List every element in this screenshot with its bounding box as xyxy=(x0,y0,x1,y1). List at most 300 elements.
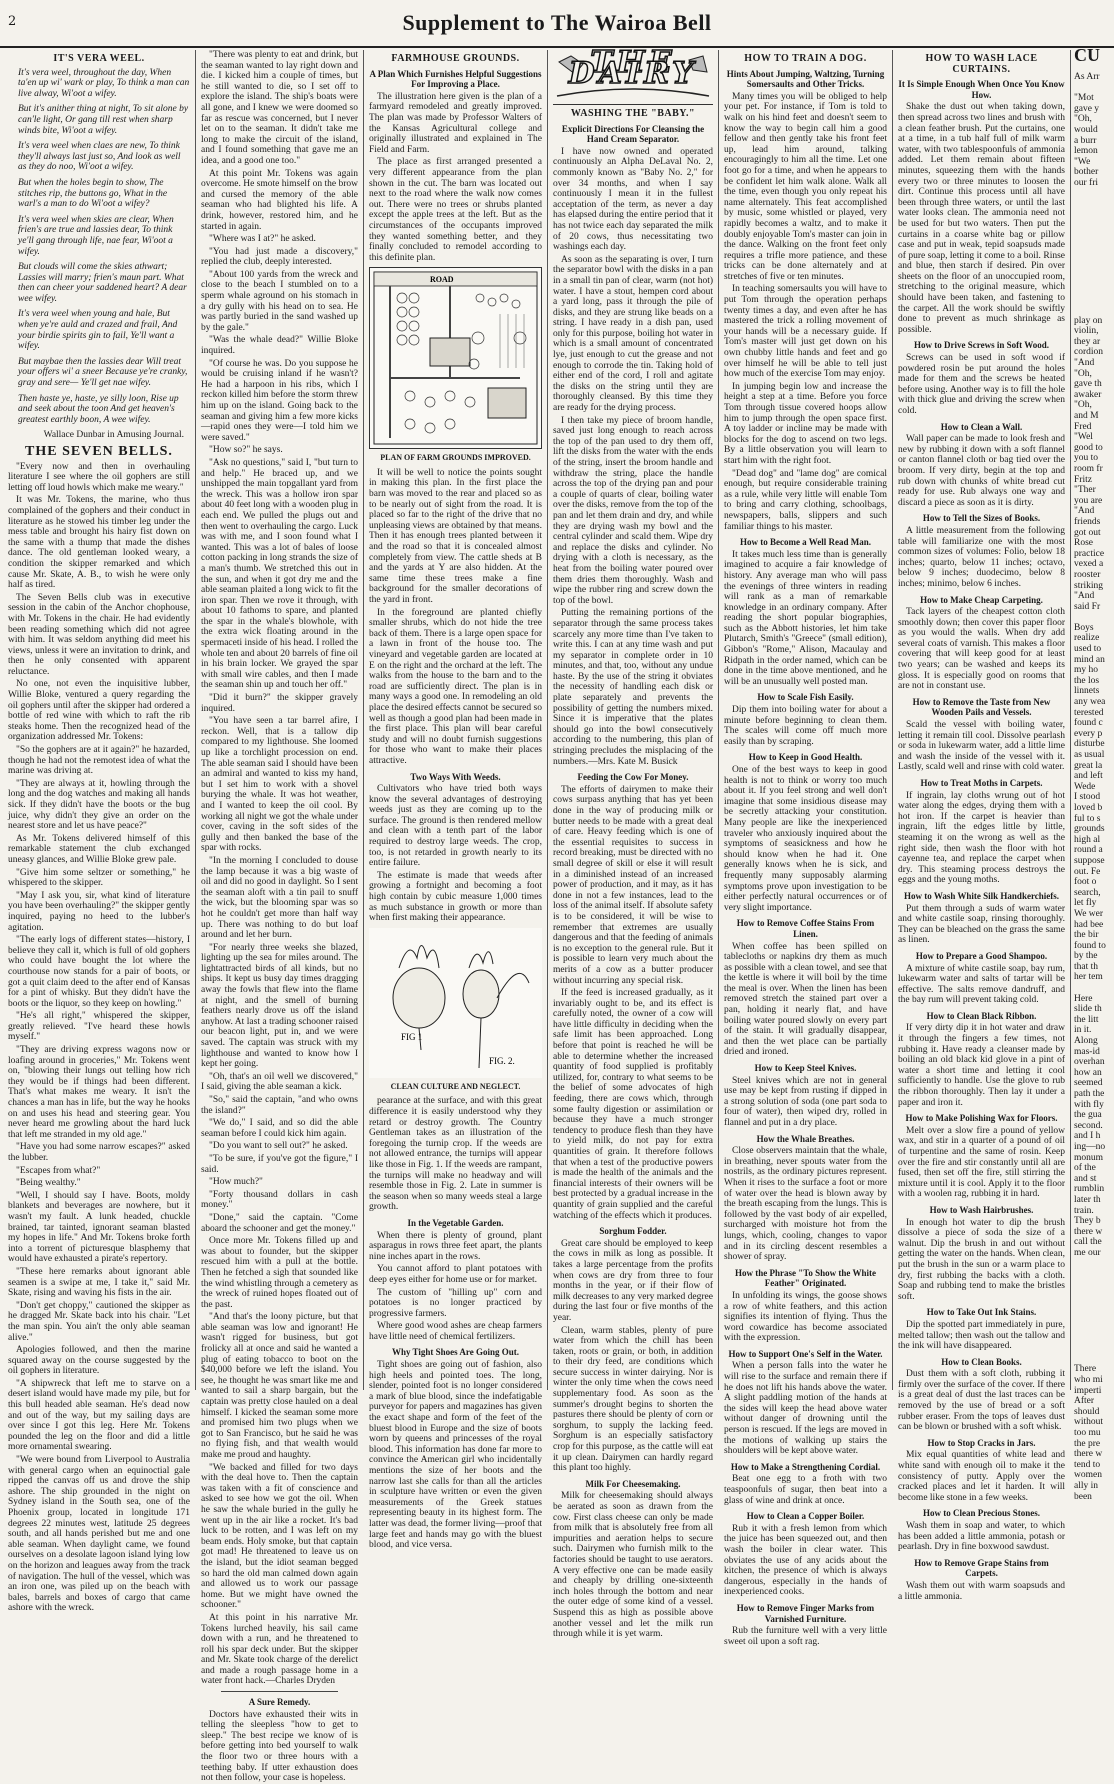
edge-line: my ho xyxy=(1074,665,1099,676)
farm-plan-diagram xyxy=(370,268,541,448)
edge-line: every p xyxy=(1074,728,1103,739)
edge-line xyxy=(1074,83,1114,94)
edge-line: good to xyxy=(1074,442,1103,453)
tip-title: How to Make Polishing Wax for Floors. xyxy=(905,1113,1058,1124)
story-paragraph: The Seven Bells club was in executive session in the cabin of the Anchor chophouse, with Mr. Tokens in the chair. He had evidently been reading something which did not agree with him. It was seldom anything did meet his views, unless it were an invitation to drink, and then he only consented with apparent reluctance. xyxy=(8,592,190,677)
edge-line: path the xyxy=(1074,1089,1105,1099)
story-paragraph: "We do," I said, and so did the able seaman before I could kick him again. xyxy=(201,1118,358,1139)
remedy-title: A Sure Remedy. xyxy=(248,1697,311,1708)
edge-line: and left xyxy=(1074,771,1103,782)
dairy-logo-word: THE DAIRY xyxy=(568,45,698,91)
tip-text: Wall paper can be made to look fresh and new by rubbing it down with a soft flannel or canton flannel cloth or bag tied over the broom. If very dirty, begin at the top and rub down with chunks of white bread cut ready for use. Rub always one way and discard a piece as soon as it is dirty. xyxy=(898,434,1065,508)
dairy-section-title: WASHING THE "BABY." xyxy=(570,108,696,119)
column-5 xyxy=(724,50,887,1647)
edge-line: Wede xyxy=(1074,781,1096,792)
edge-line: I stood xyxy=(1074,792,1101,803)
edge-line: call the xyxy=(1074,1237,1102,1248)
tip-text: Rub the furniture well with a very little sweet oil upon a soft rag. xyxy=(724,1626,887,1647)
edge-fragment xyxy=(1074,45,1114,1502)
lace-title: HOW TO WASH LACE CURTAINS. xyxy=(925,53,1038,75)
weeds-title: Two Ways With Weeds. xyxy=(410,771,501,782)
edge-line: striking xyxy=(1074,580,1104,591)
tip-text: A little measurement from the following table will familiarize one with the most common sizes of volumes: Folio, below 18 inches; quarto, below 11 inches; octavo, below 9 inches; duodecimo, below 8 inches; minimo, below 6 inches. xyxy=(898,525,1065,589)
weeds-text: Cultivators who have tried both ways know the several advantages of destroying weeds just as they are coming up to the surface. The ground is then rendered mellow and clean with a tenth part of the labor required to destroy large weeds. The crop, too, is not retarded in growth nearly to its entire failure. xyxy=(369,784,542,869)
edge-line: foot o xyxy=(1074,877,1097,888)
edge-line: They b xyxy=(1074,1216,1101,1227)
garden-paragraph: When there is plenty of ground, plant asparagus in rows three feet apart, the plants nine inches apart in the rows. xyxy=(369,1230,542,1262)
household-tips xyxy=(724,537,887,1647)
farm-text-low xyxy=(369,1096,542,1213)
dog-paragraph: In teaching somersaults you will have to put Tom through the operation perhaps twenty times a day, and even after he has mastered the trick a rolling movement of your hands will be a necessary guide. If Tom's master will just get down on his own chubby little hands and feet and go over himself he will be able to tell just how much of the exercise Tom may enjoy. xyxy=(724,284,887,380)
garden-title: In the Vegetable Garden. xyxy=(407,1217,504,1228)
story-paragraph: "To be sure, if you've got the figure," I said. xyxy=(201,1153,358,1175)
tip-title: How to Remove Grape Stains from Carpets. xyxy=(914,1557,1049,1579)
edge-line xyxy=(1074,1269,1114,1280)
edge-line: you to xyxy=(1074,453,1099,464)
story-paragraph: "Do you want to sell out?" he asked. xyxy=(209,1141,348,1152)
column-rule xyxy=(1070,50,1071,1390)
edge-line: "Wel xyxy=(1074,432,1093,443)
tip-text: One of the best ways to keep in good health is not to think or worry too much about it. If you feel strong and well don't imagine that some insidious disease may be secretly attacking your constitution. Many people are like the inexperienced traveler who anxiously inquired about the symptoms of seasickness and how he should know when he had it. One generally knows when he is sick, and frequently many supposably alarming symptoms prove upon investigation to be either perfectly natural occurrences or of very slight importance. xyxy=(724,765,887,913)
tip-title: How to Treat Moths in Carpets. xyxy=(920,778,1043,788)
household-tips-2 xyxy=(898,340,1065,1602)
edge-line: linnets xyxy=(1074,686,1100,697)
shoes-title: Why Tight Shoes Are Going Out. xyxy=(391,1347,520,1358)
story-paragraph: No one, not even the inquisitive lubber, Willie Bloke, ventured a query regarding the oil gophers until after the skipper had ordered a bottle of red wine with which to raft the rib steaks home. Then the recognized head of the organization addressed Mr. Tokens: xyxy=(8,679,190,743)
tip-text: If ingrain, lay cloths wrung out of hot water along the edges, drying them with a hot iron. If the carpet is heavier than ingrain, lift the edges little by little, steaming it on the wrong as well as the right side, then wash the floor with hot cayenne tea, and replace the carpet when dry. This steaming process destroys the eggs and the young moths. xyxy=(898,790,1065,886)
edge-line: "We xyxy=(1074,156,1091,167)
edge-line xyxy=(1074,1280,1114,1291)
edge-line: there w xyxy=(1074,1449,1103,1460)
dog-text xyxy=(724,92,887,532)
edge-line: the litt xyxy=(1074,1014,1099,1025)
dairy-paragraph: Putting the remaining portions of the separator through the same process takes scarcely any more time than I've taken to write this. I can at any time wash and put my separator in complete order in 10 minutes, and that, too, without any undue haste. By the use of the string it obviates the necessity of handling each disk or plate separately and prevents the possibility of getting the numbers mixed. Since it is imperative that the plates should go into the bowl consecutively according to the numbering, this plan of stringing precludes the misplacing of the numbers.—Mrs. Kate M. Busick xyxy=(553,608,713,767)
story-paragraph: "There was plenty to eat and drink, but the seaman wanted to lay right down and die. I kicked him a couple of times, but he still wanted to die, so I set off to explore the island. The ship's boats were all gone, and I knew we were doomed so far as rescue was concerned, but I never let on to the seaman. It didn't take me long to make the circuit of the island, and I found something that gave me an idea, and a good one too." xyxy=(201,50,358,166)
poem-stanza: It's vera weel when claes are new, To think they'll always last just so, And look as well as they do noo, Wi'oot a wifey. xyxy=(18,141,181,173)
story-paragraph: "Of course he was. Do you suppose he would be cruising inland if he wasn't? He had a harpoon in his ribs, which I reckon killed him before the storm threw him up on the island. Going back to the seaman and giving him a few more kicks—rapid ones they were—I told him we were saved." xyxy=(201,358,358,443)
tip-text: Dust them with a soft cloth, rubbing it firmly over the surface of the cover. If there is a great deal of dust the last traces can be removed by the use of bread or a soft rubber eraser. From the tops of leaves dust can be blown or brushed with a soft whisk. xyxy=(898,1369,1065,1433)
edge-line: found c xyxy=(1074,718,1103,729)
edge-line: search, xyxy=(1074,887,1101,898)
story-paragraph: "We backed and filled for two days with the deal hove to. Then the captain was taken with a fit of conscience and asked to see how we got the oil. When he saw the whale buried in the gully he went up in the air like a rocket. It's bad luck to be rotten, and I was left on my beam ends. Holy smoke, but that captain got mad! He threatened to leave us on the island, but the idiot seaman begged so hard the old man calmed down again and allowed us to work our passage home. But we might have owned the schooner." xyxy=(201,1462,358,1611)
turnip-illustration xyxy=(369,928,540,1078)
edge-line xyxy=(1074,252,1114,263)
edge-line: our fri xyxy=(1074,177,1099,188)
story-paragraph: "For nearly three weeks she blazed, lighting up the sea for miles around. The lightattracted birds of all kinds, but no ships. It kept us busy day times dragging away the fowls that flew into the flame at night, and the smell of burning feathers nearly drove us off the island anyhow. At last a trading schooner raised our beacon light, put in, and we were saved. The captain was struck with my lighthouse and wanted to know how I kept her going. xyxy=(201,942,358,1070)
edge-line xyxy=(1074,210,1114,221)
story-title: THE SEVEN BELLS. xyxy=(25,444,173,459)
poem-stanza: It's vera weel when skies are clear, When frien's are true and lassies dear, To think ye'll gang through life, nae fear, Wi'oot a wifey. xyxy=(18,214,174,257)
dairy-paragraph: As soon as the separating is over, I turn the separator bowl with the disks in a pan in a small tin pan of clear, warm (not hot) water. I have a stout, hempen cord about a yard long, pass it through the pile of disks, and they are strung like beads on a string. I have ready in a dish pan, used only for this purpose, boiling hot water in which is a small amount of concentrated lye, just enough to cut the grease and not enough to corrode the tin. Taking hold of either end of the cord, I roll and agitate the disks on the string until they are thoroughly cleansed. By this time they are ready for the drying process. xyxy=(553,254,713,414)
dog-paragraph: "Dead dog" and "lame dog" are comical enough, but require considerable training as a rule, while very little will enable Tom to bring and carry clothing, schoolbags, newspapers, balls, slippers and such familiar things to his master. xyxy=(724,468,887,532)
tip-title: How to Wash Hairbrushes. xyxy=(929,1204,1034,1215)
tip-text: Close observers maintain that the whale, in breathing, never spouts water from the nostrils, as the ordinary pictures represent. When it rises to the surface a foot or more of water over the head is blown away by the breath escaping from the lungs. This is followed by the vast body of air expelled, surcharged with moisture hot from the lungs, which, cooling, changes to vapor and in its circling descent resembles a shower of spray. xyxy=(724,1146,887,1263)
edge-line: lemon xyxy=(1074,146,1098,157)
remedy-text: Doctors have exhausted their wits in telling the sleepless "how to get to sleep." The best recipe we know of is before getting into bed yourself to walk the floor two or three hours with a teething baby. If utter exhaustion does not then follow, your case is hopeless. xyxy=(201,1709,358,1784)
edge-line: in it. xyxy=(1074,1025,1092,1036)
edge-line: let fly xyxy=(1074,898,1097,909)
cheese-title: Milk For Cheesemaking. xyxy=(585,1478,681,1489)
tip-title: How to Stop Cracks in Jars. xyxy=(927,1437,1036,1448)
edge-line: too mu xyxy=(1074,1428,1101,1438)
dairy-article-title: Explicit Directions For Cleansing the Hand Cream Separator. xyxy=(561,123,705,145)
tip-title: How to Remove Coffee Stains From Linen. xyxy=(736,918,875,939)
column-3 xyxy=(369,50,542,1551)
tip-title: How to Drive Screws in Soft Wood. xyxy=(914,340,1049,351)
edge-line: monum xyxy=(1074,1152,1104,1163)
tip-title: How to Remove the Taste from New Wooden Pails and Vessels. xyxy=(912,696,1051,718)
edge-line xyxy=(1074,1333,1114,1344)
edge-line: a burr xyxy=(1074,135,1097,146)
edge-line: bother xyxy=(1074,167,1099,178)
story-paragraph: "And that's the loony picture, but that able seaman was low and ignorant! He wasn't rigged for business, but got frolicky all at once and said he wanted a plug of eating tobacco to boot on the $40,000 before we left the island. You see, he thought he was smart like me and wanted to sail a sharp bargain, but the captain was pretty close hauled on a deal himself. I kicked the seaman some more and promised him two plugs when we got to San Francisco, but he said he was no flying fish, and that wealth would make me proud and haughty. xyxy=(201,1312,358,1460)
story-paragraph: "They are driving express wagons now or loafing around in groceries," Mr. Tokens went on, "blowing their lungs out telling how rich they would be if things had been different. That's what makes me weary. It isn't the chances a man has in life, but the way he hooks on and uses his head and steering gear. You never heard me growling about the hard luck that left me stranded in my old age." xyxy=(8,1045,190,1140)
tip-text: When a person falls into the water he will rise to the surface and remain there if he does not lift his hands above the water. A slight paddling motion of the hands at the sides will keep the head above water without danger of drowning until the person is rescued. If the legs are moved in the motions of walking up stairs the shoulders will be kept above water. xyxy=(724,1361,887,1457)
edge-line: "Oh, xyxy=(1074,368,1092,379)
farm-paragraph: pearance at the surface, and with this great difference it is easily understood why they retard or destroy growth. The Country Gentleman takes as an illustration of the foregoing the turnip crop. If the weeds are not allowed entrance, the turnips will appear like those in Fig. 1. If the weeds are rampant, the turnips will make no headway and will resemble those in Fig. 2. Late in summer is the season when so many weeds steal a large growth. xyxy=(369,1096,542,1213)
edge-line: and M xyxy=(1074,411,1099,421)
story-paragraph: "Well, I should say I have. Boots, moldy blankets and beverages are nowhere, but it wasn't my fault. A lunk headed, chuckle brained, tar tainted, ignorant seaman blasted my hopes in life." And Mr. Tokens broke forth into a torrent of picturesque blasphemy that would have exhausted a pirate's repertory. xyxy=(8,1190,190,1265)
edge-line: gave y xyxy=(1074,103,1100,114)
edge-line: CU xyxy=(1074,45,1100,65)
tip-text: Put them through a suds of warm water and white castile soap, rinsing thoroughly. They can be bleached on the grass the same as linen. xyxy=(898,903,1065,946)
poem xyxy=(8,68,190,441)
column-rule xyxy=(195,50,196,1390)
tip-title: How to Keep Steel Knives. xyxy=(754,1063,857,1074)
edge-line: mas-id xyxy=(1074,1046,1100,1057)
tip-text: Tack layers of the cheapest cotton cloth smoothly down; then cover this paper floor as you would the walls. When dry add several coats of varnish. This makes a floor covering that will keep good for at least two years; can be washed and keeps its gloss. It is especially good on rooms that are not in constant use. xyxy=(898,607,1065,692)
tip-title: How to Make a Strengthening Cordial. xyxy=(730,1461,881,1472)
edge-line: terested xyxy=(1074,707,1104,718)
story-paragraph: "Have you had some narrow escapes?" asked the lubber. xyxy=(8,1142,190,1163)
edge-line: rumblin xyxy=(1074,1184,1105,1195)
edge-line: ful to s xyxy=(1074,813,1101,824)
edge-line: There xyxy=(1074,1364,1097,1375)
tip-text: Wash them in soap and water, to which has been added a little ammonia, potash or pearlash. Dry in fine boxwood sawdust. xyxy=(898,1521,1065,1553)
column-rule xyxy=(718,50,719,1390)
farm-text-top xyxy=(369,92,542,264)
edge-line: cordion xyxy=(1074,347,1104,358)
edge-line: As Arr xyxy=(1074,72,1100,82)
story-paragraph: Apologies followed, and then the marine squared away on the course suggested by the oil gophers in literature. xyxy=(8,1345,190,1377)
farm-paragraph: It will be well to notice the points sought in making this plan. In the first place the barn was moved to the rear and placed so as to be nearly out of sight from the road. It is placed so far to the right of the drive that no unpleasing views are obtained by that means. Then it has enough trees planted between it and the road so that it is concealed almost completely from view. The cattle sheds at B and the yards at Y are also hidden. At the same time these trees make a fine background for the smaller decorations of the yard in front. xyxy=(369,467,542,605)
story-paragraph: "How much?" xyxy=(209,1177,263,1188)
edge-line: Fred xyxy=(1074,421,1092,432)
edge-line: how an xyxy=(1074,1067,1102,1078)
tip-text: Melt over a slow fire a pound of yellow wax, and stir in a quarter of a pound of oil of turpentine and the same of rosin. Keep over the fire and stir constantly until all are fused, then set off the fire, still stirring the mixture until it is cool. Apply it to the floor with a woolen rag, rubbing it in hard. xyxy=(898,1125,1065,1200)
separator xyxy=(221,1691,338,1692)
edge-line: play on xyxy=(1074,315,1103,326)
cheese-text: Milk for cheesemaking should always be aerated as soon as drawn from the cow. First class cheese can only be made from milk that is absolutely free from all impurities and aeration helps to secure such. Dairymen who furnish milk to the factories should be taught to use aerators. A very effective one can be made easily and cheaply by drilling one-sixteenth inch holes through the bottom and near the outer edge of some kind of a vessel. Suspend this as high as possible above another vessel and let the milk run through while it is yet warm. xyxy=(553,1491,713,1640)
dairy-paragraph: I then take my piece of broom handle, saved just long enough to reach across the top of the pan used to dry them off, lift the disks from the water with the ends of the string, insert the broom handle and withdraw the string, place the handle across the top of the drying pan and pour a couple of quarts of clear, boiling water over the disks, remove from the top of the pan and let them drain and dry, and while they are drying wash my bowl and the central cylinder and scald them. Wipe dry and replace the disks and cylinder. No drying with a cloth is necessary, as the heat from the boiling water poured over them dries them thoroughly. Wash and wipe the rubber ring and screw down the top of the bowl. xyxy=(553,415,713,606)
sorghum-title: Sorghum Fodder. xyxy=(599,1226,667,1237)
edge-line: train. xyxy=(1074,1205,1094,1216)
edge-line xyxy=(1074,189,1114,200)
column-4 xyxy=(553,45,713,1640)
tip-text: In unfolding its wings, the goose shows a row of white feathers, and this action signifies its intention of flying. Thus the word cowardice has become associated with the expression. xyxy=(724,1290,887,1344)
edge-line: slide th xyxy=(1074,1004,1102,1015)
tip-text: Screws can be used in soft wood if powdered rosin be put around the holes made for them and the screws be heated before using. Another way is to fill the hole with thick glue and driving the screw when cold. xyxy=(898,353,1065,416)
edge-line: imperti xyxy=(1074,1385,1102,1396)
edge-line: "And xyxy=(1074,591,1095,602)
edge-line: practice xyxy=(1074,548,1105,559)
edge-line: rooster xyxy=(1074,569,1101,580)
edge-line: Fritz xyxy=(1074,474,1092,485)
story-paragraph: As Mr. Tokens delivered himself of this remarkable statement the club exchanged uneasy glances, and Willie Bloke grew pale. xyxy=(8,833,190,865)
masthead xyxy=(0,0,1114,48)
edge-line: awaker xyxy=(1074,389,1102,400)
edge-line: round a xyxy=(1074,845,1103,856)
story-paragraph: "May I ask you, sir, what kind of literature you have been overhauling?" the skipper gently inquired, paying no heed to the lubber's agitation. xyxy=(8,890,190,933)
story-paragraph: Once more Mr. Tokens filled up and was about to founder, but the skipper rescued him with a pull at the bottle. Then he fetched a sigh that sounded like the wind whistling through a cemetery as the wreck of ruined hopes floated out of the past. xyxy=(201,1236,358,1310)
dog-paragraph: Many times you will be obliged to help your pet. For instance, if Tom is told to walk on his hind feet and doesn't seem to know the way to begin call him a good fellow and then gently take his front feet up, lead him around, talking encouragingly to him all the time. Let one foot go for a time, and when he appears to be confident let him walk alone. Walk all the time, even though you only repeat his name alternately. This feat accomplished by music, some whistled or played, very rapidly becomes a waltz, and to make it doubly enjoyable Tom's master can join in the dance. Walking on the front feet only requires a trifle more patience, and these tricks can be done alternately and at stretches of five or ten minutes. xyxy=(724,91,887,282)
tip-title: How to Clean a Wall. xyxy=(940,421,1023,432)
edge-line: found to xyxy=(1074,940,1106,951)
edge-line: you are xyxy=(1074,495,1103,506)
edge-line: there w xyxy=(1074,1226,1103,1237)
edge-line: gave th xyxy=(1074,379,1102,390)
story-paragraph: "The early logs of different states—history, I believe they call it, which is full of old gophers who could have bought the lot where the courthouse now stands for a pair of boots, or got a quit claim deed to the after end of Kansas for a pint of whisky. But they didn't have the boots or the liquor, so they keep on howling." xyxy=(8,935,190,1009)
dog-paragraph: In jumping begin low and increase the height a step at a time. Before you force Tom through tissue covered hoops allow him to jump through the open space first. A toy ladder or incline may be made with blocks for the dog to ascend on two legs. By a little observation you will learn to start him with the right foot. xyxy=(724,381,887,466)
story-paragraph: "A shipwreck that left me to starve on a desert island would have made my pile, but for this bull headed able seaman. He's dead now and out of the way, but my sailing days are over since I got this leg. Here Mr. Tokens pounded the leg on the floor and did a little more ornamental swearing. xyxy=(8,1378,190,1453)
edge-line: women xyxy=(1074,1470,1102,1481)
edge-line: Here xyxy=(1074,993,1093,1004)
story-paragraph: "Don't get choppy," cautioned the skipper as he dragged Mr. Skate back into his chair. "Let the man spin. You ain't the only able seaman alive." xyxy=(8,1300,190,1343)
edge-line xyxy=(1074,1343,1114,1354)
edge-line xyxy=(1074,263,1114,274)
tip-text: Mix equal quantities of white lead and white sand with enough oil to make it the consistency of putty. Apply over the cracked places and let it harden. It will become like stone in a few weeks. xyxy=(898,1450,1065,1503)
edge-line: seemed xyxy=(1074,1078,1103,1089)
tip-text: Wash them out with warm soapsuds and a little ammonia. xyxy=(898,1580,1065,1602)
edge-line: ally in xyxy=(1074,1480,1099,1491)
poem-stanza: But maybae then the lassies dear Will treat your offers wi' a sneer Because ye're cranky, gray and sere— Ye'll get nae wifey. xyxy=(18,356,188,389)
tip-text: Scald the vessel with boiling water, letting it remain till cool. Dissolve pearlash or soda in lukewarm water, add a little lime and wash the inside of the vessel with it. Lastly, scald well and rinse with cold water. xyxy=(898,720,1065,773)
tip-text: A mixture of white castile soap, bay rum, lukewarm water and salts of tartar will be effective. The salts remove dandruff, and the bay rum will prevent taking cold. xyxy=(898,963,1065,1006)
farm-text-mid xyxy=(369,468,542,767)
feeding-text xyxy=(553,785,713,1221)
edge-line: "And xyxy=(1074,506,1095,517)
tip-title: How to Wash White Silk Handkerchiefs. xyxy=(903,890,1060,901)
sorghum-text xyxy=(553,1239,713,1474)
edge-line: had bee xyxy=(1074,919,1104,930)
edge-line xyxy=(1074,1301,1114,1312)
edge-line: been xyxy=(1074,1491,1092,1502)
tip-text: In enough hot water to dip the brush dissolve a piece of soda the size of a walnut. Dip the brush in and out without getting the water on the hands. When clean, put the brush in the sun or a warm place to dry, first rubbing the backs with a cloth. Soap and rubbing tend to make the bristles soft. xyxy=(898,1217,1065,1302)
lace-intro: Shake the dust out when taking down, then spread across two lines and brush with a clean feather brush. Put the curtains, one at a time, in a tub half full of milk warm water, with two tablespoonfuls of ammonia added. Let them remain about fifteen minutes, squeezing them with the hands every two or three minutes to loosen the dirt. Continue this process until all have been through three waters, or until the last water looks clean. The ammonia need not be used for but two waters. Then put the curtains in a coarse white bag or pillow case and put in weak, tepid soapsuds made of pure soap, letting it come to a boil. Rinse and blue, then starch if desired. Pin over sheets on the floor of an unoccupied room, stretching to the original measure, which should have been taken, and fastening to the carpet. All the work should be swiftly done to prevent as much shrinkage as possible. xyxy=(898,102,1065,335)
edge-line: "Oh, xyxy=(1074,114,1092,125)
edge-line xyxy=(1074,199,1114,210)
dog-title: HOW TO TRAIN A DOG. xyxy=(744,53,867,64)
story-paragraph: "We were bound from Liverpool to Australia with general cargo when an equinoctial gale ripped the canvas off us and drove the ship ashore. The ship grounded in the night on Sydney island in the South sea, one of the Phoenix group, located in longitude 171 degrees 22 minutes west, latitude 25 degrees south, and all hands perished but me and one able seaman. When daylight came, we found ourselves on a desolate lagoon island lying low on the horizon and leagues away from the track of navigation. The hull of the vessel, which was an iron one, was piled up on the beach with bales, barrels and boxes of cargo that came ashore with the wreck. xyxy=(8,1455,190,1614)
poem-stanza: But it's anither thing at night, To sit alone by can'le light, Or gang till rest when sharp winds bite, Wi'oot a wifey. xyxy=(18,104,189,136)
dairy-text xyxy=(553,147,713,767)
edge-line: violin, xyxy=(1074,326,1099,337)
story-paragraph: "In the morning I concluded to douse the lamp because it was a big waste of oil and did no good in daylight. So I sent the seaman aloft with a tin pail to snuff the wick, but the blooming spar was so hot he couldn't get more than half way up. There was nothing to do but loaf around and let her burn. xyxy=(201,855,358,941)
tip-text: Dip the spotted part immediately in pure, melted tallow; then wash out the tallow and the ink will have disappeared. xyxy=(898,1319,1065,1352)
edge-line: that th xyxy=(1074,961,1099,972)
story-paragraph: "He's all right," whispered the skipper, greatly relieved. "I've heard these howls myself." xyxy=(8,1011,190,1043)
dairy-logo xyxy=(553,45,713,105)
tip-text: Beat one egg to a froth with two teaspoonfuls of sugar, then beat into a glass of wine and drink at once. xyxy=(724,1474,887,1506)
tip-title: How to Make Cheap Carpeting. xyxy=(920,594,1043,605)
tip-title: How the Phrase "To Show the White Feather" Originated. xyxy=(734,1267,876,1289)
tip-text: Steel knives which are not in general use may be kept from rusting if dipped in a strong solution of soda (one part soda to four of water), then wiped dry, rolled in flannel and put in a dry place. xyxy=(724,1075,887,1128)
edge-line: disturbe xyxy=(1074,739,1105,750)
edge-line xyxy=(1074,1290,1114,1301)
edge-line: with fly xyxy=(1074,1099,1104,1110)
story-paragraph: "Did it burn?" the skipper gravely inquired. xyxy=(201,693,358,714)
column-1 xyxy=(8,50,190,1614)
edge-line: me our xyxy=(1074,1247,1101,1258)
edge-line: room fr xyxy=(1074,463,1103,474)
story-paragraph: "Give him some seltzer or something," he whispered to the skipper. xyxy=(8,867,190,889)
story-paragraph: At this point in his narrative Mr. Tokens lurched heavily, his sail came down with a run, and he threatened to roll his spar deck under. But the skipper and Mr. Skate took charge of the derelict and made a rough passage home in a water front hack.—Charles Dryden xyxy=(201,1612,358,1687)
tip-title: How to Scale Fish Easily. xyxy=(757,692,854,703)
edge-line: Rose xyxy=(1074,538,1093,549)
edge-line xyxy=(1074,1259,1114,1270)
poem-stanza: But when the holes begin to show, The stitches rip, the buttons go, What in the warl's a man to do Wi'oot a wifey? xyxy=(18,177,168,210)
column-2 xyxy=(201,50,358,1784)
tip-text: Rub it with a fresh lemon from which the juice has been squeezed out, and then wash the boiler in clear water. This obviates the use of any acids about the kitchen, the presence of which is always dangerous, especially in the hands of inexperienced cooks. xyxy=(724,1523,887,1598)
farm-article-title: A Plan Which Furnishes Helpful Suggestions For Improving a Place. xyxy=(369,68,542,90)
edge-line: any wea xyxy=(1074,697,1106,708)
poem-stanza: It's vera weel when young and hale, But when ye're auld and crazed and frail, And your birdie spirits gin to fail, Ye'll want a wifey. xyxy=(18,309,178,352)
edge-line: her tem xyxy=(1074,972,1103,983)
turnip-caption: CLEAN CULTURE AND NEGLECT. xyxy=(390,1081,521,1091)
column-rule xyxy=(363,50,364,1390)
column-7-edge xyxy=(1074,45,1114,1502)
edge-line: "Oh, xyxy=(1074,400,1092,411)
story-paragraph: "Forty thousand dollars in cash money." xyxy=(201,1189,358,1211)
feeding-paragraph: The efforts of dairymen to make their cows surpass anything that has yet been done in the way of producing milk or butter needs to be made with a great deal of care. Heavy feeding which is one of the essential requisites to success in record breaking, must be directed with no small degree of skill or else it will result in a diminished instead of an increased power of production, and it may, as it has done in not a few instances, lead to the loss of the animal itself. If absolute safety is to be considered, it will be wise to remember that extremes are usually dangerous and that the feeding of animals is no exception to the general rule. But it is possible to learn very much about the merits of a cow as a butter producer without incurring any special risk. xyxy=(553,784,713,986)
tip-title: How to Take Out Ink Stains. xyxy=(926,1307,1037,1318)
edge-line: loved b xyxy=(1074,802,1103,813)
story-paragraph: "Every now and then in overhauling literature I see where the oil gophers are still letting off loud howls which make me weary." xyxy=(8,461,190,493)
story-paragraph: "Ask no questions," said I, "but turn to and help." He braced up, and we unshipped the main topgallant yard from the wreck. This was a hollow iron spar about 40 feet long with a wooden plug in each end. We pulled the plugs out and then went to overhauling the cargo. Luck was with me, and I soon found what I wanted. This was a lot of bales of loose cotton packing in long strands the size of a man's thumb. We stretched this out in the sun, and when it got dry me and the able seaman plaited a long wick to fit the iron spar. Then we rove it through, with about 10 fathoms to spare, and planted the spar in the whale's blowhole, with the extra wick floating around in the spermaceti inside of his head. I rolled the whole ten and about 20 barrels of fine oil in his brain locker. We grayed the spar with small wire cables, and then I made the seaman shin up and touch her off." xyxy=(201,457,358,691)
farm-paragraph: The place as first arranged presented a very different appearance from the plan shown in the cut. The barn was located out next to the road where the walk now comes out. There were no trees or shrubs planted except the apple trees at the left. But as the circumstances of the occupants improved they wanted something better, and they finally concluded to remodel according to this definite plan. xyxy=(369,157,542,263)
farm-section-title: FARMHOUSE GROUNDS. xyxy=(391,53,520,64)
column-6 xyxy=(898,50,1065,1602)
edge-line: the gua xyxy=(1074,1110,1102,1121)
poem-stanza: It's vera weel, throughout the day, When ta'en up wi' wark or play, To think a man can live alway, Wi'oot a wifey. xyxy=(18,67,190,99)
tip-title: How to Clean a Copper Boiler. xyxy=(746,1511,865,1522)
edge-line: overhan xyxy=(1074,1057,1105,1068)
story-paragraph: "You have seen a tar barrel afire, I reckon. Well, that is a tallow dip compared to my lighthouse. She loomed up like a torchlight procession on end. The able seaman said I should have been an admiral and wanted to kiss my hand, but I set him to work with a shovel burying the whale. It was hot weather, and I wanted to keep the oil cool. By working all night we got the whale under cover, caving in the soft sides of the gully and then banked the base of the spar with rocks. xyxy=(201,716,358,854)
turnip-figure xyxy=(369,928,542,1078)
story-paragraph: "These here remarks about ignorant able seamen is a swipe at me, I take it," said Mr. Skate, rising and waving his fists in the air. xyxy=(8,1266,190,1299)
story-paragraph: "You had just made a discovery," replied the club, deeply interested. xyxy=(201,246,358,268)
fig1-label: FIG 1 xyxy=(401,1031,423,1042)
edge-line xyxy=(1074,1311,1114,1322)
edge-line: as usual xyxy=(1074,750,1105,760)
edge-line: said Fr xyxy=(1074,601,1101,612)
story-paragraph: "Where was I at?" he asked. xyxy=(209,234,316,245)
edge-line xyxy=(1074,294,1114,305)
garden-paragraph: You cannot afford to plant potatoes with deep eyes either for home use or for market. xyxy=(369,1264,542,1285)
edge-line: "And xyxy=(1074,358,1095,369)
column-rule xyxy=(892,50,893,1390)
story-paragraph: "Done," said the captain. "Come aboard the schooner and get the money." xyxy=(201,1212,358,1234)
edge-line: the los xyxy=(1074,675,1100,686)
edge-line: later th xyxy=(1074,1194,1101,1205)
edge-line: would xyxy=(1074,124,1098,135)
shoes-text: Tight shoes are going out of fashion, also high heels and pointed toes. The long, slender, pointed foot is no longer considered a mark of blue blood, since the indefatigable purveyor for papers and magazines has given the exact shape and form of the feet of the bluest blood in Europe and the size of boots worn by queens and princesses of the royal blood. This information has done far more to convince the American girl who incidentally mentions the size of her boots and the narrow last she calls for than all the articles in sculpture have written or even the given measurements of the Greek statues representing beauty in its highest form. The latter was dead, the former living—proof that large feet and hands may go with the bluest blood, and vice versa. xyxy=(369,1360,542,1551)
edge-line: realize xyxy=(1074,633,1100,644)
dog-subtitle: Hints About Jumping, Waltzing, Turning Somersaults and Other Tricks. xyxy=(726,68,885,90)
tip-title: How to Keep in Good Health. xyxy=(748,752,863,763)
edge-line: "Ther xyxy=(1074,485,1096,496)
edge-line: mind an xyxy=(1074,654,1105,665)
story-paragraph: "They are always at it, howling through the long and the dog watches and making all hands sick. If they didn't have the boots or the bug juice, why didn't they give an order on the nearest store and let us have peace?" xyxy=(8,778,190,832)
column-rule xyxy=(547,50,548,1390)
page-number: 2 xyxy=(8,14,17,29)
tip-title: How to Remove Finger Marks from Varnished Furniture. xyxy=(736,1602,875,1624)
farm-paragraph: The illustration here given is the plan of a farmyard remodeled and greatly improved. The plan was made by Professor Walters of the Kansas Agricultural college and originally illustrated and explained in The Field and Farm. xyxy=(369,91,542,155)
edge-line: "Mot xyxy=(1074,93,1094,104)
edge-line: ing—no xyxy=(1074,1141,1106,1152)
tip-title: How to Clean Books. xyxy=(941,1356,1022,1367)
garden-paragraph: Where good wood ashes are cheap farmers have little need of chemical fertilizers. xyxy=(369,1321,542,1342)
edge-line: and st xyxy=(1074,1173,1097,1184)
story-body xyxy=(8,462,190,1614)
tip-text: Dip them into boiling water for about a minute before beginning to clean them. The scales will come off much more easily than by scraping. xyxy=(724,705,887,747)
edge-line xyxy=(1074,305,1114,316)
tip-title: How to Tell the Sizes of Books. xyxy=(922,513,1041,524)
edge-line xyxy=(1074,1354,1114,1365)
poem-author: Wallace Dunbar in Amusing Journal. xyxy=(43,430,184,441)
edge-line: without xyxy=(1074,1417,1104,1428)
story-paragraph: "Escapes from what?" xyxy=(16,1165,101,1176)
story-paragraph: At this point Mr. Tokens was again overcome. He smote himself on the brow and cursed the memory of the able seaman who had blighted his life. A drink, however, restored him, and he started in again. xyxy=(201,168,358,232)
garden-paragraph: The custom of "hilling up" corn and potatoes is no longer practiced by progressive farmers. xyxy=(369,1287,542,1319)
edge-line: got out xyxy=(1074,527,1101,538)
edge-line: the bir xyxy=(1074,930,1099,941)
tip-title: How to Prepare a Good Shampoo. xyxy=(915,950,1048,961)
tip-title: How to Become a Well Read Man. xyxy=(739,537,872,548)
farm-plan-figure xyxy=(369,267,542,449)
edge-line: suppose xyxy=(1074,855,1105,866)
story-paragraph: "About 100 yards from the wreck and close to the beach I stumbled on to a sperm whale aground on his stomach in a dry gully with his head on to sea. He was partly buried in the sand washed up by the gale." xyxy=(201,269,358,333)
story-paragraph: "Was the whale dead?" Willie Bloke inquired. xyxy=(201,335,358,357)
fig2-label: FIG. 2. xyxy=(489,1055,515,1066)
feeding-title: Feeding the Cow For Money. xyxy=(577,772,689,783)
tip-title: How to Support One's Self in the Water. xyxy=(728,1348,883,1359)
edge-line: grounds xyxy=(1074,824,1105,835)
sorghum-paragraph: Clean, warm stables, plenty of pure water from which the chill has been taken, roots or grain, or both, in addition to their dry feed, are conditions which secure success in winter dairying. Nor is winter the only time when the cows need supplementary food. As soon as the summer's drought begins to shorten the pastures there should be plenty of corn or sorghum, to supply the lacking feed. Sorghum is an especially satisfactory crop for this purpose, as the cattle will eat it up clean. Dairymen can hardly regard this plant too highly. xyxy=(553,1325,713,1474)
edge-line: high al xyxy=(1074,834,1101,845)
page-title: Supplement to The Wairoa Bell xyxy=(402,10,712,35)
edge-line: great la xyxy=(1074,760,1103,771)
tip-text: It takes much less time than is generally imagined to acquire a fair knowledge of history. Any average man who will pass the evenings of three winters in reading will rank as a man of remarkable knowledge in an ordinary company. After reading the short popular biographies, such as the Abbott histories, let him take Plutarch, Smith's "Greece" (small edition), Gibbon's "Rome," Alison, Macaulay and Ridpath in the order named, which can be done in the time above mentioned, and he will be an unusually well posted man. xyxy=(724,549,887,687)
story-paragraph: It was Mr. Tokens, the marine, who thus complained of the gophers and their conduct in literature as he stowed his timber leg under the mess table and brought his hairy fist down on the same with a thump that made the dishes dance. The old gentleman looked weary, a condition the skipper remarked and which cause Mr. Skate, A. B., to wish he were only half as tired. xyxy=(8,495,190,591)
tip-text: If very dirty dip it in hot water and draw it through the fingers a few times, not rubbing it. Have ready a cleanser made by boiling an old black kid glove in a pint of water a short time and letting it cool sufficiently to handle. Use the glove to rub the ribbon thoroughly. Then lay it under a paper and iron it. xyxy=(898,1023,1065,1108)
edge-line xyxy=(1074,1322,1114,1333)
plan-road-label: ROAD xyxy=(430,275,454,285)
weeds-text-2: The estimate is made that weeds after growing a fortnight and becoming a foot high contain by cubic measure 1,000 times as much substance in growth or more than when first making their appearance. xyxy=(369,870,542,924)
sorghum-paragraph: Great care should be employed to keep the cows in milk as long as possible. It takes a large percentage from the profits when cows are dry from three to four months in the year, or if their flow of milk decreases to any very marked degree during the last four or five months of the year. xyxy=(553,1238,713,1323)
edge-line: by the xyxy=(1074,951,1098,962)
edge-line: tend to xyxy=(1074,1459,1101,1470)
story-paragraph: "How so?" he says. xyxy=(209,445,283,456)
edge-line xyxy=(1074,220,1114,231)
lace-subtitle: It Is Simple Enough When Once You Know How. xyxy=(898,79,1065,100)
edge-line: the pre xyxy=(1074,1438,1101,1449)
feeding-paragraph: If the feed is increased gradually, as it invariably ought to be, and its effect is carefully noted, the owner of a cow will have little difficulty in deciding when the safe limit has been approached. Long before that point is reached he will be able to determine whether the increased quantity of food supplied is profitably utilized, for, contrary to what seems to be the belief of some advocates of high feeding, there are cows which, through some faulty digestion or assimilation or because they have a much stronger tendency to produce flesh than they have to yield milk, do not pay for extra quantities of grain. It therefore follows that when a test of the productive powers is made the health of the animals and the financial interests of their owners will be best protected by a gradual increase in the quantity of grain supplied and the careful watching of the effects which it produces. xyxy=(553,988,713,1221)
edge-line: Boys xyxy=(1074,622,1094,633)
edge-line: We wer xyxy=(1074,908,1104,919)
story-paragraph: "Oh, that's an oil well we discovered," I said, giving the able seaman a kick. xyxy=(201,1071,358,1093)
edge-line xyxy=(1074,242,1114,253)
